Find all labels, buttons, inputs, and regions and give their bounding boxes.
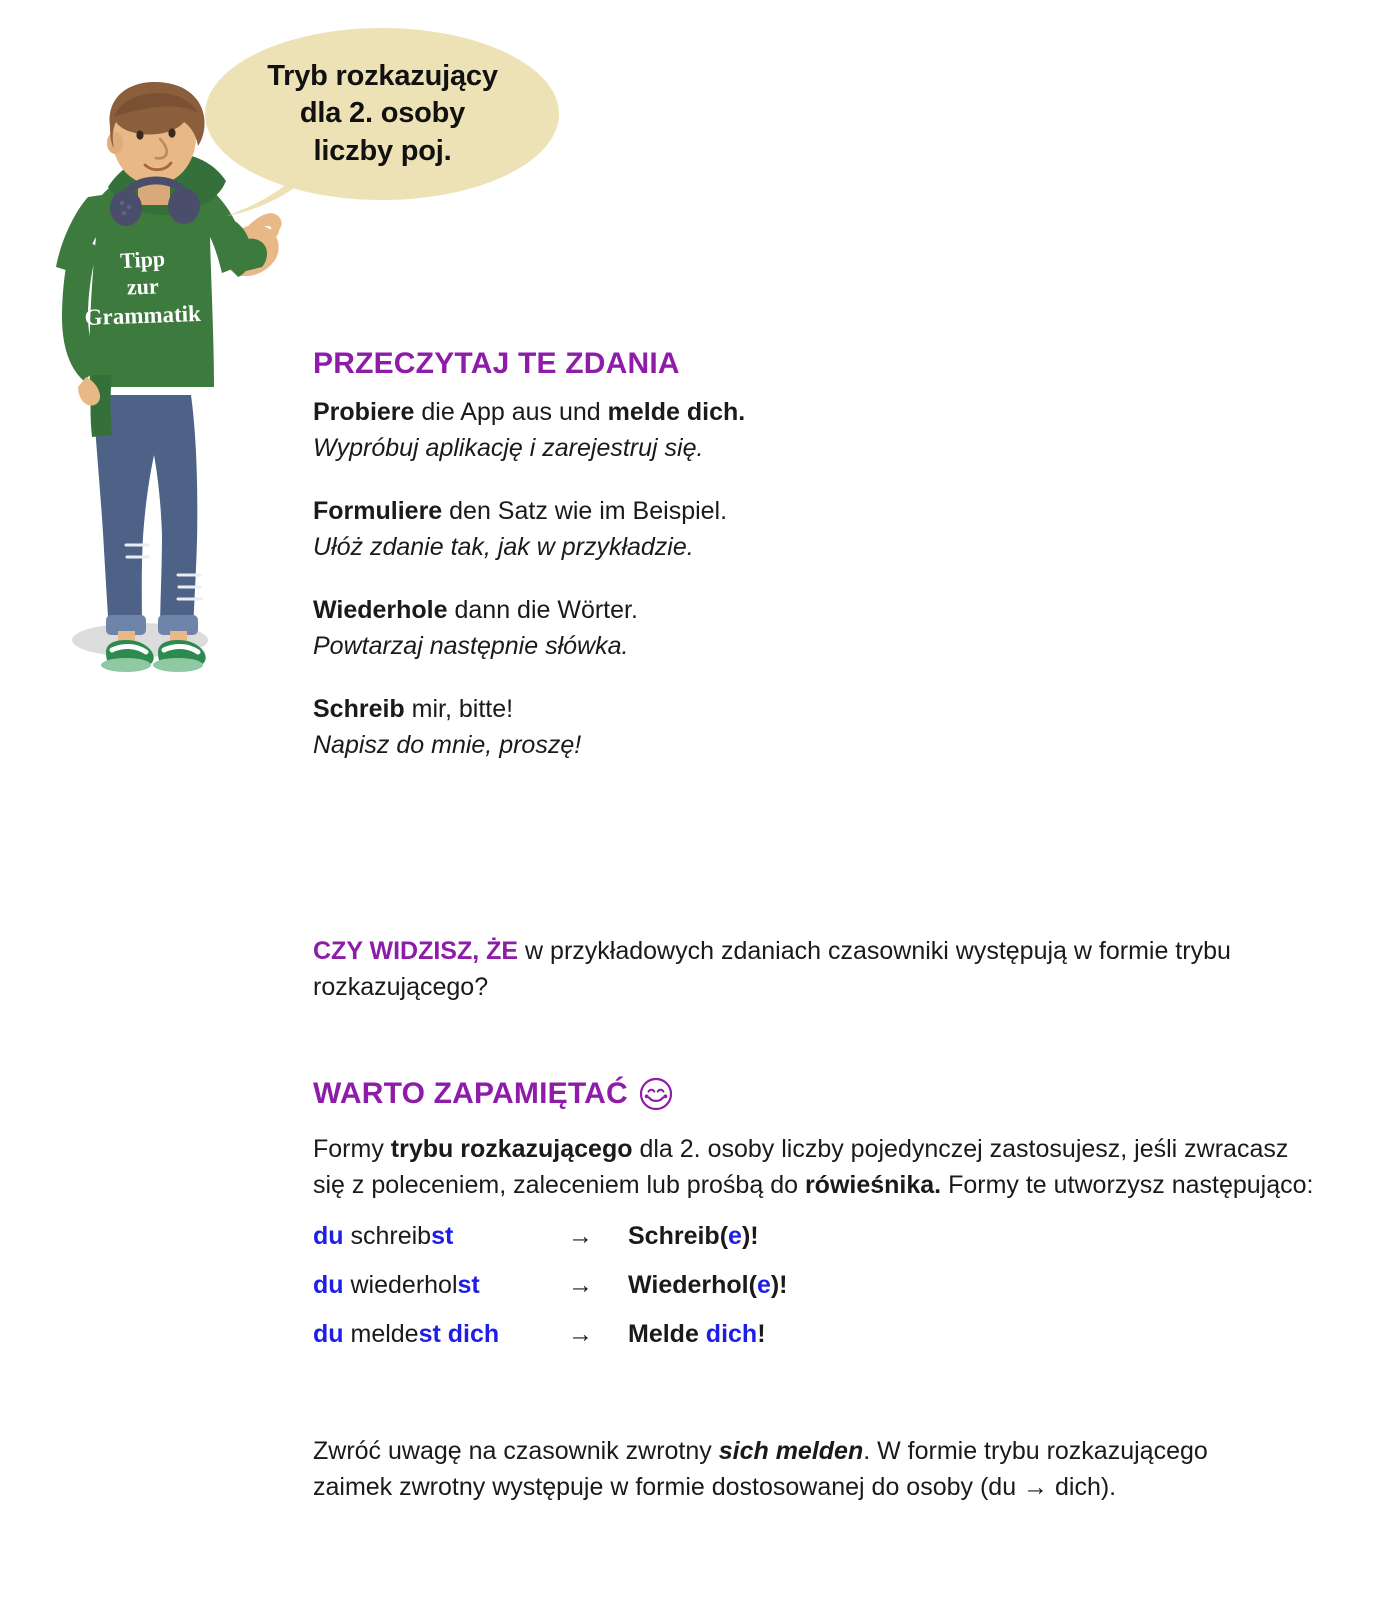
- remember-heading-label: WARTO ZAPAMIĘTAĆ: [313, 1076, 628, 1110]
- pronoun-du: du: [313, 1222, 344, 1250]
- eye-left: [136, 130, 143, 139]
- result-tail: )!: [741, 1222, 759, 1250]
- read-sentences-heading: PRZECZYTAJ TE ZDANIA: [313, 346, 680, 380]
- sentence-polish: Ułóż zdanie tak, jak w przykładzie.: [313, 532, 694, 561]
- sentence-pair: [313, 593, 1073, 664]
- speech-bubble-line-1: Tryb rozkazujący: [267, 59, 498, 92]
- headphone-cup-left: [110, 190, 142, 226]
- conjugation-result-form: [628, 1271, 788, 1300]
- sentence-middle: dann die Wörter.: [447, 596, 638, 624]
- sentence-german: [313, 494, 1073, 530]
- speech-bubble: [205, 28, 560, 233]
- conjugation-row: [313, 1320, 933, 1369]
- ear: [107, 132, 123, 154]
- result-tail: )!: [770, 1271, 788, 1299]
- example-sentences-list: [313, 395, 1073, 763]
- remember-text-bold-1: trybu rozkazującego: [390, 1135, 633, 1163]
- conjugation-result-form: [628, 1222, 759, 1251]
- sentence-german: [313, 593, 1073, 629]
- arrow-icon: →: [568, 1320, 593, 1348]
- sentence-middle: den Satz wie im Beispiel.: [442, 497, 728, 525]
- remember-heading: [313, 1077, 673, 1111]
- verb-stem: schreib: [343, 1222, 432, 1250]
- sentence-polish: Wypróbuj aplikację i zarejestruj się.: [313, 433, 704, 462]
- closing-paragraph: [313, 1433, 1253, 1506]
- sentence-verb-bold-2: melde dich.: [607, 398, 746, 426]
- result-stem: Wiederhol(: [628, 1271, 757, 1299]
- sentence-polish: Napisz do mnie, proszę!: [313, 730, 582, 759]
- conjugation-source-form: [313, 1320, 568, 1349]
- imperative-formation-table: [313, 1222, 933, 1369]
- result-optional-e: e: [756, 1271, 771, 1299]
- sentence-pair: [313, 395, 1073, 466]
- verb-ending: st dich: [418, 1320, 500, 1348]
- sentence-verb-bold: Wiederhole: [313, 596, 448, 624]
- remember-text-a: Formy: [313, 1135, 391, 1163]
- speech-bubble-line-3: liczby poj.: [313, 134, 452, 167]
- remember-paragraph: [313, 1131, 1318, 1203]
- do-you-see-emphasis: CZY WIDZISZ, ŻE: [313, 937, 519, 965]
- hoodie-logo-line-3: Grammatik: [84, 300, 202, 331]
- sentence-verb-bold: Formuliere: [313, 497, 443, 525]
- speech-bubble-line-2: dla 2. osoby: [299, 97, 466, 130]
- shoe-sole-right: [153, 658, 203, 672]
- smiley-blush-icon: [639, 1077, 673, 1111]
- result-optional-e: e: [728, 1222, 742, 1250]
- remember-text-bold-2: rówieśnika.: [804, 1171, 942, 1199]
- conjugation-result-form: [628, 1320, 766, 1349]
- pronoun-du: du: [313, 1320, 344, 1348]
- do-you-see-note: [313, 933, 1303, 1006]
- verb-ending: st: [457, 1271, 480, 1299]
- do-you-see-rest: w przykładowych zdaniach czasowniki występują w formie trybu rozkazującego?: [313, 937, 1231, 1002]
- sentence-verb-bold: Schreib: [313, 695, 405, 723]
- sentence-pair: [313, 494, 1073, 565]
- closing-text-a: Zwróć uwagę na czasownik zwrotny: [313, 1437, 719, 1465]
- sentence-polish: Powtarzaj następnie słówka.: [313, 631, 629, 660]
- headphone-cup-right: [168, 188, 200, 224]
- speech-bubble-ellipse: [205, 28, 559, 200]
- result-tail: !: [757, 1320, 766, 1348]
- conjugation-row: [313, 1271, 933, 1320]
- shoe-sole-left: [101, 658, 151, 672]
- sentence-middle: mir, bitte!: [404, 695, 514, 723]
- sentence-german: [313, 692, 1073, 728]
- closing-verb-emphasis: sich melden: [718, 1437, 864, 1465]
- sentence-pair: [313, 692, 1073, 763]
- verb-stem: melde: [343, 1320, 419, 1348]
- result-stem: Schreib(: [628, 1222, 729, 1250]
- remember-text-c: dla 2. osoby liczby pojedynczej zastosujesz, jeśli zwracasz się z poleceniem, zaleceniem lub prośbą do: [313, 1135, 1289, 1199]
- sentence-middle: die App aus und: [414, 398, 608, 426]
- result-reflexive: dich: [705, 1320, 758, 1348]
- hoodie-logo-line-1: Tipp: [119, 245, 166, 274]
- verb-stem: wiederhol: [343, 1271, 458, 1299]
- conjugation-source-form: [313, 1271, 568, 1300]
- arrow-icon: →: [568, 1222, 593, 1250]
- conjugation-row: [313, 1222, 933, 1271]
- sentence-verb-bold: Probiere: [313, 398, 415, 426]
- pronoun-du: du: [313, 1271, 344, 1299]
- result-stem: Melde: [628, 1320, 706, 1348]
- eye-right: [168, 128, 175, 137]
- verb-ending: st: [431, 1222, 454, 1250]
- conjugation-source-form: [313, 1222, 568, 1251]
- remember-text-e: Formy te utworzysz następująco:: [941, 1171, 1314, 1199]
- hoodie-logo-line-2: zur: [126, 273, 160, 300]
- speech-bubble-shape: [205, 28, 560, 233]
- sentence-german: [313, 395, 1073, 431]
- closing-text-c: . W formie trybu rozkazującego zaimek zwrotny występuje w formie dostosowanej do osoby (du → dich).: [313, 1437, 1208, 1502]
- arrow-icon: →: [568, 1271, 593, 1299]
